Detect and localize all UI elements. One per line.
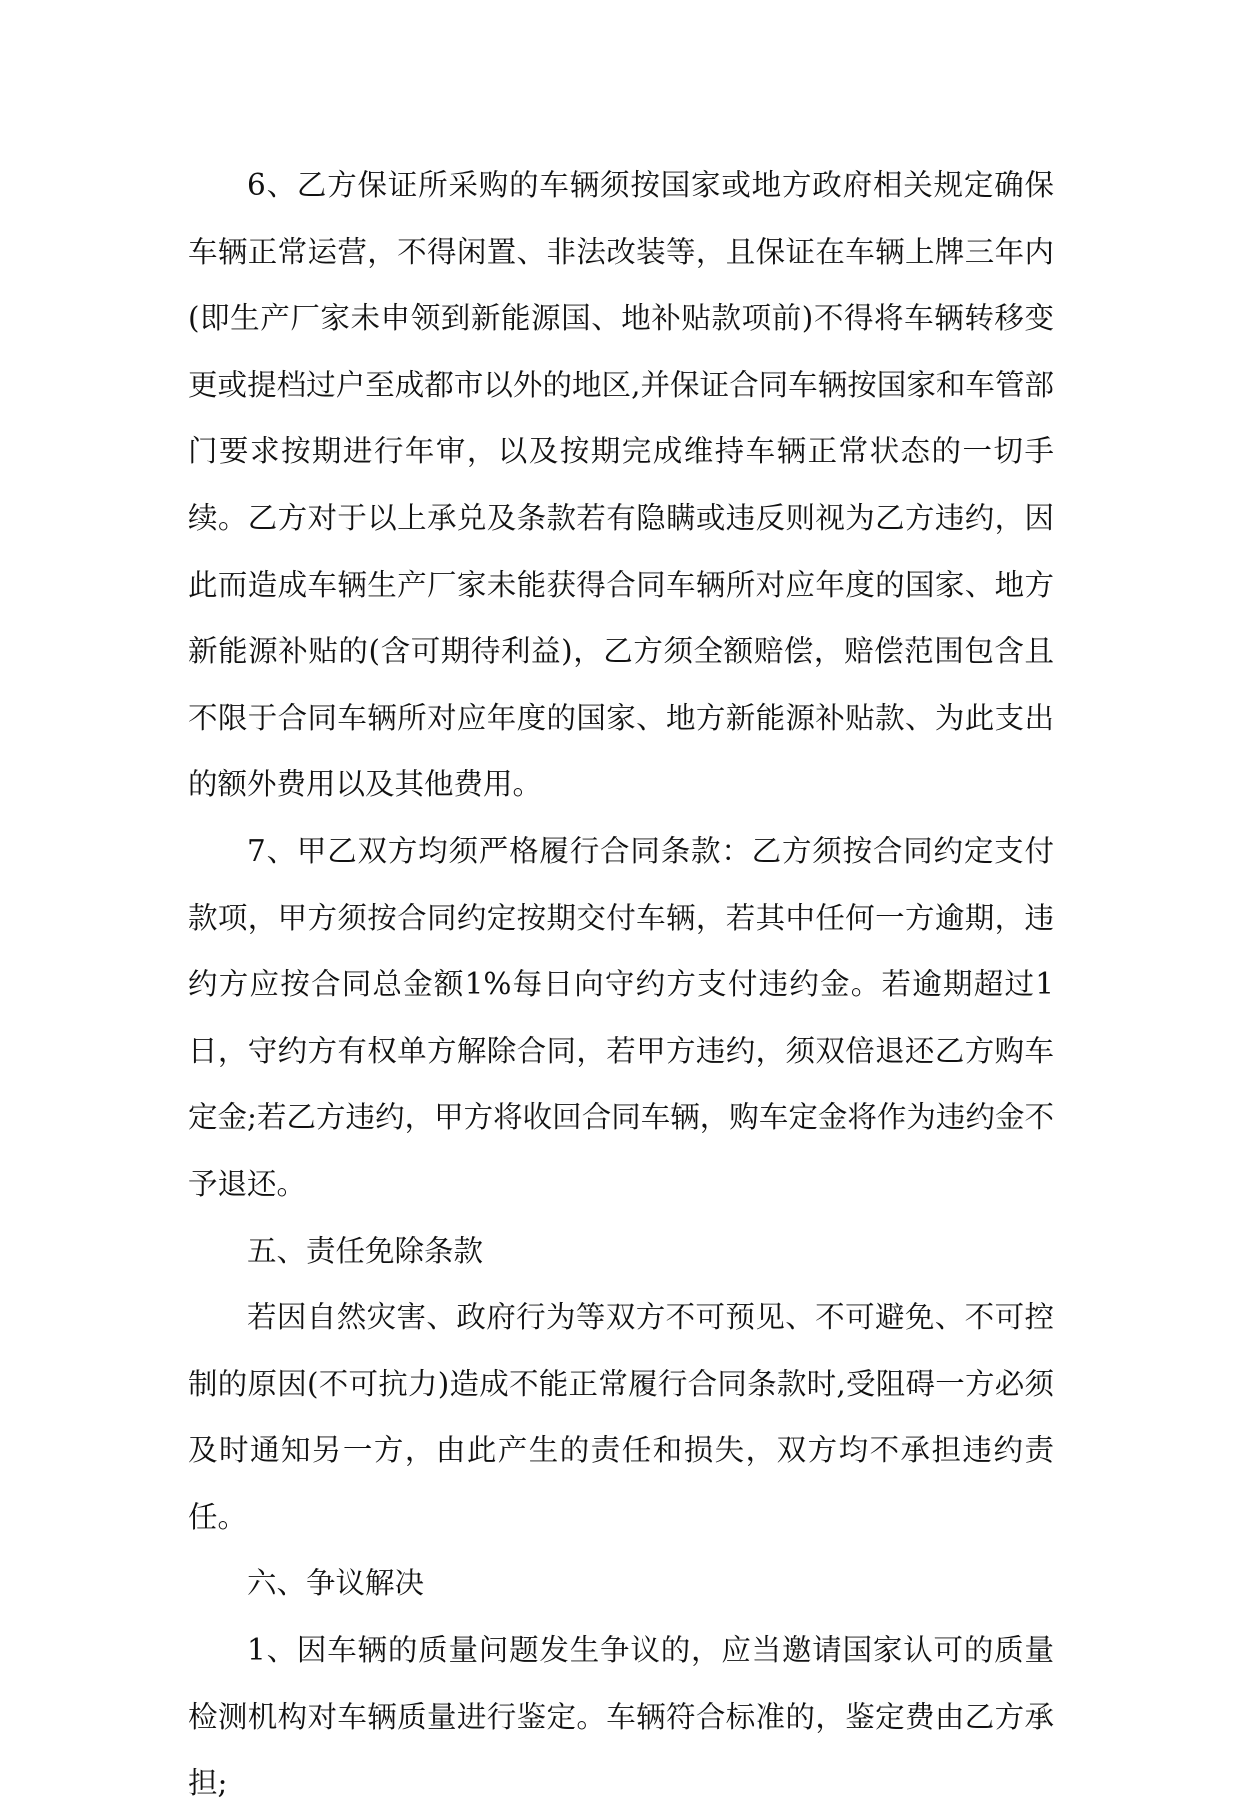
- dispute-clause-1-paragraph: 1、因车辆的质量问题发生争议的，应当邀请国家认可的质量检测机构对车辆质量进行鉴定。车辆符合标准的，鉴定费由乙方承担;: [188, 1633, 1054, 1801]
- section-6-heading: 六、争议解决: [247, 1566, 425, 1601]
- clause-6-paragraph: 6、乙方保证所采购的车辆须按国家或地方政府相关规定确保车辆正常运营，不得闲置、非法改装等，且保证在车辆上牌三年内(即生产厂家未申领到新能源国、地补贴款项前)不得将车辆转移变更或提档过户至成都市以外的地区,并保证合同车辆按国家和车管部门要求按期进行年审，以及按期完成维持车辆正常状态的一切手续。乙方对于以上承兑及条款若有隐瞒或违反则视为乙方违约，因此而造成车辆生产厂家未能获得合同车辆所对应年度的国家、地方新能源补贴的(含可期待利益)，乙方须全额赔偿，赔偿范围包含且不限于合同车辆所对应年度的国家、地方新能源补贴款、为此支出的额外费用以及其他费用。: [188, 168, 1054, 802]
- document-body: [188, 152, 1054, 1817]
- force-majeure-paragraph: 若因自然灾害、政府行为等双方不可预见、不可避免、不可控制的原因(不可抗力)造成不能正常履行合同条款时,受阻碍一方必须及时通知另一方，由此产生的责任和损失，双方均不承担违约责任。: [188, 1300, 1054, 1534]
- clause-7-paragraph: 7、甲乙双方均须严格履行合同条款：乙方须按合同约定支付款项，甲方须按合同约定按期交付车辆，若其中任何一方逾期，违约方应按合同总金额1%每日向守约方支付违约金。若逾期超过1日，守约方有权单方解除合同，若甲方违约，须双倍退还乙方购车定金;若乙方违约，甲方将收回合同车辆，购车定金将作为违约金不予退还。: [188, 833, 1054, 1201]
- section-5-heading: 五、责任免除条款: [247, 1233, 484, 1268]
